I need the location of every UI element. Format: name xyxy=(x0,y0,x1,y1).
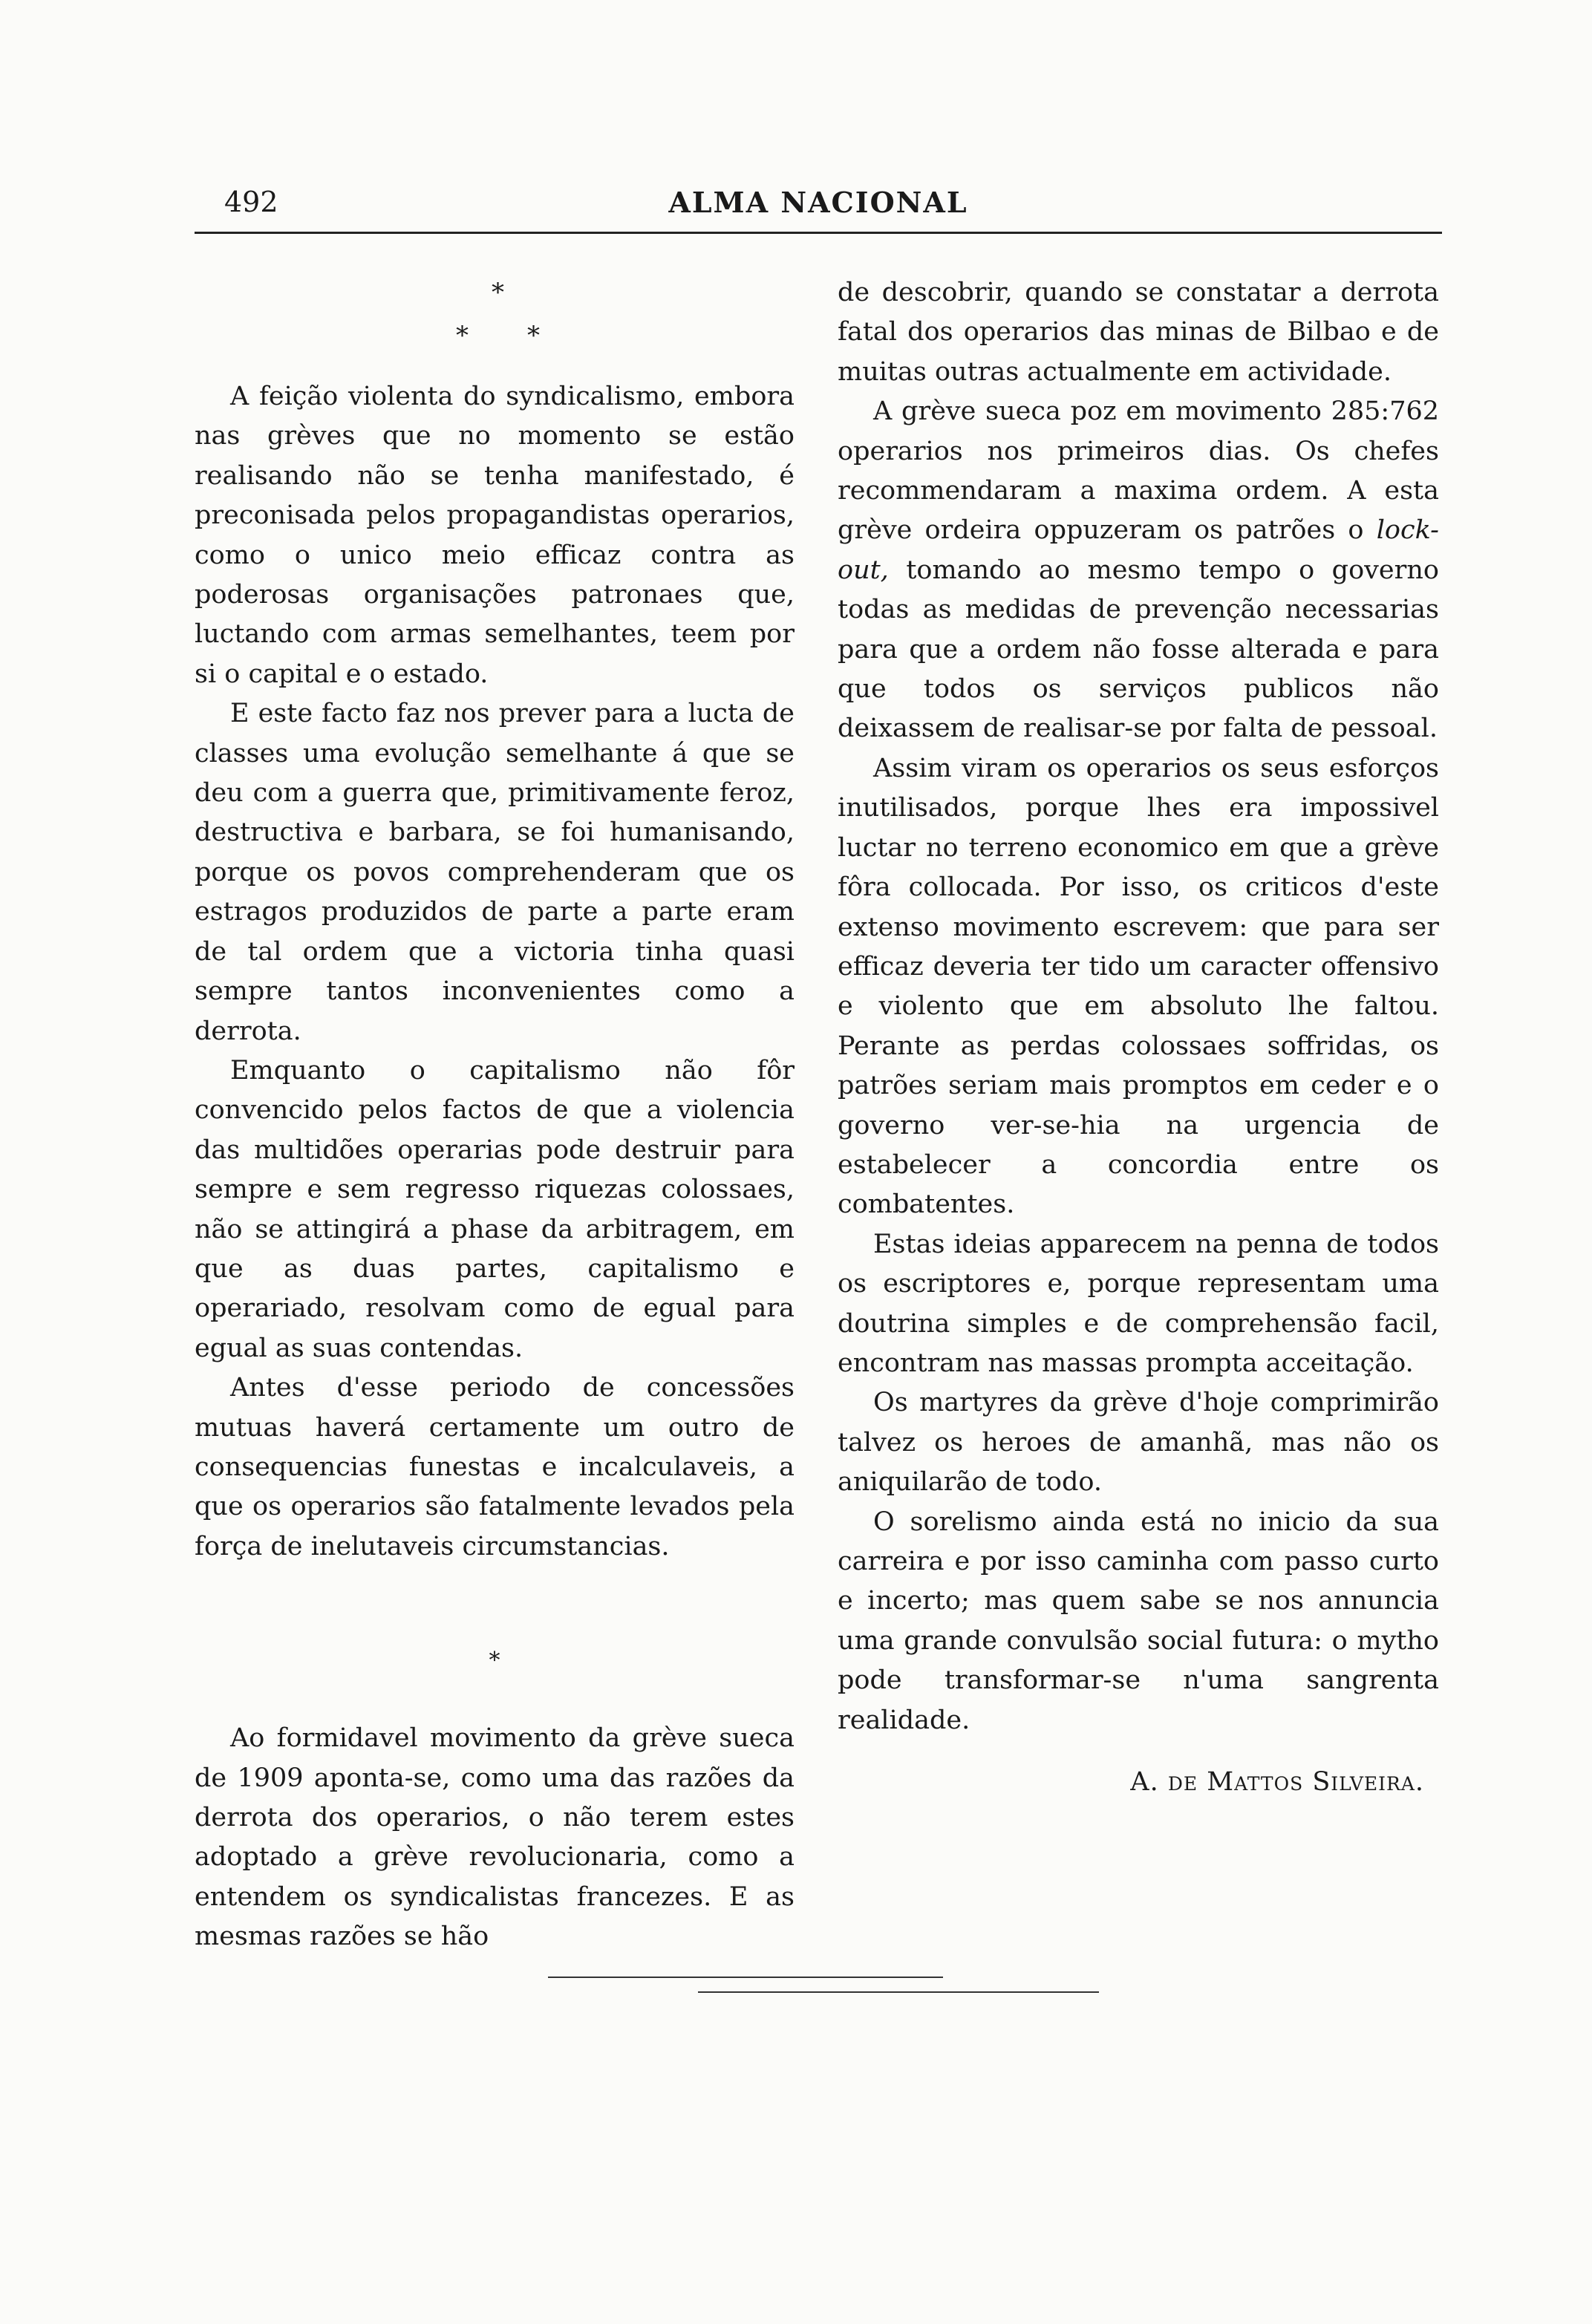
paragraph xyxy=(838,392,1439,749)
italic-term: lock-out, xyxy=(838,515,1439,585)
end-rule xyxy=(548,1977,943,1978)
page-header xyxy=(195,186,1442,238)
paragraph-continuation: de descobrir, quando se constatar a derrota fatal dos operarios das minas de Bilbao e de muitas outras actualmente em actividade. xyxy=(838,278,1439,387)
paragraph: Estas ideias apparecem na penna de todos os escriptores e, porque representam uma doutrina simples e de comprehensão facil, encontram nas massas prompta acceitação. xyxy=(838,1229,1439,1378)
asterism-star-right: * xyxy=(527,321,540,350)
paragraph: O sorelismo ainda está no inicio da sua carreira e por isso caminha com passo curto e incerto; mas quem sabe se nos annuncia uma grande convulsão social futura: o mytho pode transformar-se n'uma sangrenta realidade. xyxy=(838,1507,1439,1735)
text-run: tomando ao mesmo tempo o governo todas as medidas de prevenção necessarias para que a ordem não fosse alterada e para que todos os serviços publicos não deixassem de realisar-se por falta de pessoal. xyxy=(838,555,1439,744)
running-title: ALMA NACIONAL xyxy=(668,186,968,219)
paragraph: Antes d'esse periodo de concessões mutuas haverá certamente um outro de consequencias funestas e incalculaveis, a que os operarios são fatalmente levados pela força de inelutaveis circumstancias. xyxy=(195,1373,795,1561)
right-column xyxy=(838,273,1439,1802)
left-column xyxy=(195,273,795,1957)
page-number: 492 xyxy=(224,186,278,218)
asterism-star-top: * xyxy=(492,278,504,307)
author-name: A. de Mattos Silveira. xyxy=(1130,1767,1424,1798)
asterism xyxy=(195,273,795,377)
paragraph: A feição violenta do syndicalismo, embora nas grèves que no momento se estão realisando não se tenha manifestado, é preconisada pelos propagandistas operarios, como o unico meio efficaz contra as poderosas organisações patronaes que, luctando com armas semelhantes, teem por si o capital e o estado. xyxy=(195,382,795,689)
text-run: A grève sueca poz em movimento 285:762 operarios nos primeiros dias. Os chefes recommendaram a maxima ordem. A esta grève ordeira oppuzeram os patrões o xyxy=(838,396,1439,546)
end-rule xyxy=(698,1991,1099,1993)
section-separator-star: * xyxy=(489,1648,500,1674)
paragraph: E este facto faz nos prever para a lucta de classes uma evolução semelhante á que se deu com a guerra que, primitivamente feroz, destructiva e barbara, se foi humanisando, porque os povos comprehenderam que os estragos produzidos de parte a parte eram de tal ordem que a victoria tinha quasi sempre tantos inconvenientes como a derrota. xyxy=(195,699,795,1046)
header-rule xyxy=(195,232,1442,234)
author-signature xyxy=(838,1763,1439,1802)
paragraph: Os martyres da grève d'hoje comprimirão talvez os heroes de amanhã, mas não os aniquilarão de todo. xyxy=(838,1388,1439,1498)
asterism-star-left: * xyxy=(456,321,469,350)
paragraph: Emquanto o capitalismo não fôr convencido pelos factos de que a violencia das multidões operarias pode destruir para sempre e sem regresso riquezas colossaes, não se attingirá a phase da arbitragem, em que as duas partes, capitalismo e operariado, resolvam como de egual para egual as suas contendas. xyxy=(195,1055,795,1363)
paragraph: Assim viram os operarios os seus esforços inutilisados, porque lhes era impossivel luctar no terreno economico em que a grève fôra collocada. Por isso, os criticos d'este extenso movimento escrevem: que para ser efficaz deveria ter tido um caracter offensivo e violento que em absoluto lhe faltou. Perante as perdas colossaes soffridas, os patrões seriam mais promptos em ceder e o governo ver-se-hia na urgencia de estabelecer a concordia entre os combatentes. xyxy=(838,753,1439,1220)
paragraph: Ao formidavel movimento da grève sueca de 1909 aponta-se, como uma das razões da derrota dos operarios, o não terem estes adoptado a grève revolucionaria, como a entendem os syndicalistas francezes. E as mesmas razões se hão xyxy=(195,1723,795,1952)
